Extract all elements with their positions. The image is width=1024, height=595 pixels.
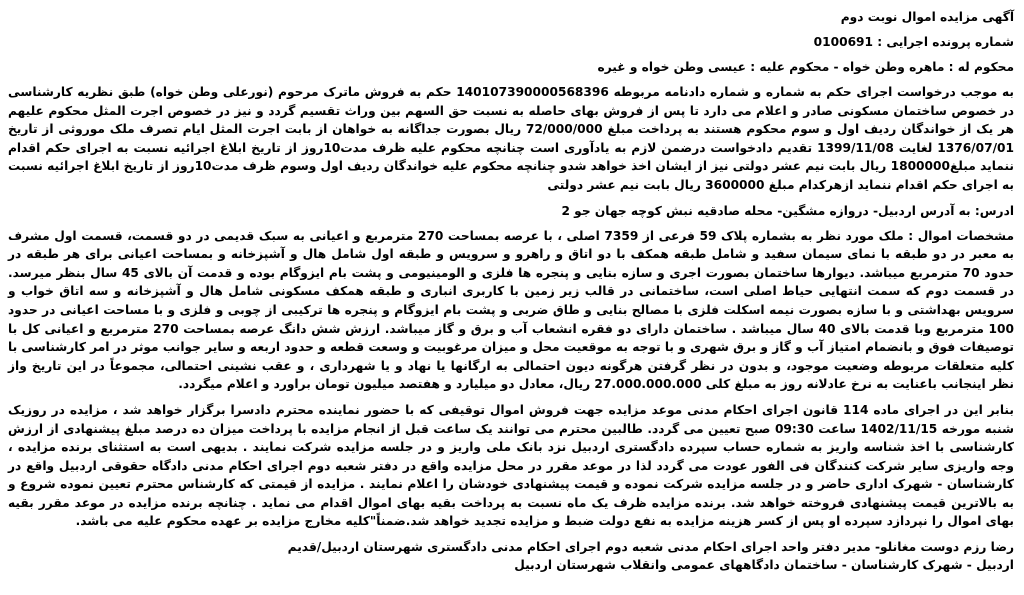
spacer — [8, 531, 1014, 538]
property-specs-paragraph: مشخصات اموال : ملک مورد نظر به بشماره پلاک 59 فرعی از 7359 اصلی ، با عرصه بمساحت 270 مترمربع و اعیانی به سبک قدیمی در دو قسمت، قسمت اول مشرف به معبر در دو طبقه با نمای سیمان سفید و شامل طبقه همکف با دو اتاق و راهرو و سرویس و طبقه اول شامل هال و آشپزخانه و بمساحت اعیانی برای هر طبقه در حدود 70 مترمربع میباشد. دیوارها ساختمان بصورت اجری و سازه بنایی و پنجره ها فلزی و الومینیومی و پشت بام ایزوگام بوده و قدمت آن بالای 45 سال بنظر میرسد. در قسمت دوم که سمت انتهایی حیاط اصلی است، ساختمانی در قالب زیر زمین با کاربری انباری و طبقه همکف مسکونی شامل هال و آشپزخانه و سه اتاق خواب و سرویس بهداشتی و با سازه بصورت نیمه اسکلت فلزی با مصالح بنایی و طاق ضربی و پشت بام ایزوگام و پنجره ها ترکیبی از چوبی و فلزی و با مساحت اعیانی در حدود 100 مترمربع وبا قدمت بالای 40 سال میباشد . ساختمان دارای دو فقره انشعاب آب و برق و گاز میباشد. ارزش شش دانگ عرصه بمساحت 270 مترمربع و اعیانی کل با توصیفات فوق و بانضمام امتیاز آب و گاز و برق شهری و با توجه به موقعیت محل و میزان مرغوبیت و وسعت قطعه و حدود اربعه و سایر جوانب موثر در امر کارشناسی با کلیه متعلقات مربوطه وضعیت موجود، و بدون در نظر گرفتن هرگونه دیون احتمالی به ارگانها یا نهاد و یا شهرداری ، و عقب نشینی احتمالی، مجموعاً در این تاریخ واز نظر اینجانب باعنایت به نرخ عادلانه روز به مبلغ کلی 27.000.000.000 ریال، معادل دو میلیارد و هفتصد میلیون تومان براورد و اعلام میگردد. — [8, 228, 1014, 392]
parties-line: محکوم له : ماهره وطن خواه - محکوم علیه : عیسی وطن خواه و غیره — [597, 60, 1014, 74]
spacer — [8, 195, 1014, 202]
spacer — [8, 220, 1014, 227]
spacer — [8, 394, 1014, 401]
judgment-paragraph: به موجب درخواست اجرای حکم به شماره و شماره دادنامه مربوطه 140107390000568396 حکم به فروش ماترک مرحوم (نورعلی وطن خواه) طبق نظریه کارشناسی در خصوص ساختمان مسکونی صادر و اعلام می دارد تا پس از فروش بهای حاصله به نسبت حق السهم بین وراث تقسیم گردد و نیز در خصوص اجرت المثل محکوم علیهم هر یک از خواندگان ردیف اول و سوم محکوم هستند به پرداخت مبلغ 72/000/000 ریال بصورت جداگانه به خواهان از بابت اجرت المثل ایام تصرف ملک موروثی از تاریخ 1376/07/01 لغایت 1399/11/08 تقدیم دادخواست درضمن لازم به یادآوری است چنانچه محکوم علیه ظرف مدت10روز از تاریخ ابلاغ اجرائیه نسبت به اجرای حکم اقدام ننماید مبلغ1800000 ریال بابت نیم عشر دولتی نیز از ایشان اخذ خواهد شدو چنانچه محکوم علیه خواندگان ردیف اول وسوم ظرف مدت10روز از تاریخ ابلاغ اجرائیه نسبت به اجرای حکم اقدام ننماید ازهرکدام مبلغ 3600000 ریال بابت نیم عشر دولتی — [8, 85, 1015, 192]
spacer — [8, 51, 1014, 58]
auction-terms-paragraph: بنابر این در اجرای ماده 114 قانون اجرای احکام مدنی موعد مزایده جهت فروش اموال توقیفی که با حضور نماینده محترم دادسرا برگزار خواهد شد ، مزایده در روزیک شنبه مورخه 1402/11/15 ساعت 09:30 صبح تعیین می گردد. طالبین محترم می توانند یک ساعت قبل از انجام مزایده با پرداخت میزان ده درصد مبلغ پیشنهادی از ارزش کارشناسی با اخذ شناسه واریز به شماره حساب سپرده دادگستری اردبیل نزد بانک ملی واریز و در جلسه مزایده شرکت نمایند . بدیهی است به استثنای برنده مزایده ، وجه واریزی سایر شرکت کنندگان فی الفور عودت می گردد لذا در موعد مقرر در محل مزایده واقع در دفتر شعبه دوم اجرای احکام مدنی دادگاه حقوقی اردبیل واقع در کارشناسان - شهرک اداری حاضر و در جلسه مزایده شرکت نموده و قیمت پیشنهادی خودشان را اعلام نمایند . مزایده از قیمتی که کارشناس محترم تعیین نموده شروع و به بالاترین قیمت پیشنهادی فروخته خواهد شد. برنده مزایده ظرف یک ماه نسبت به پرداخت بقیه بهای اموال اقدام می نماید . چنانچه برنده مزایده در موعد مقرر بقیه بهای اموال را نپردازد سپرده او پس از کسر هزینه مزایده به نفع دولت ضبط و مزایده تجدید خواهد شد.ضمناً"کلیه مخارج مزایده بر عهده محکوم علیه می باشد. — [8, 402, 1014, 529]
case-number: شماره پرونده اجرایی : 0100691 — [813, 35, 1014, 49]
property-address: ادرس: به آدرس اردبیل- دروازه مشگین- محله صادقیه نبش کوچه جهان جو 2 — [561, 203, 1014, 218]
spacer — [8, 76, 1014, 83]
signature-line: رضا رزم دوست مغانلو- مدیر دفتر واحد اجرای احکام مدنی شعبه دوم اجرای احکام مدنی دادگستری شهرستان اردبیل/قدیم — [287, 540, 1014, 555]
spacer — [8, 26, 1014, 33]
notice-title: آگهی مزایده اموال نوبت دوم — [840, 10, 1014, 24]
court-location: اردبیل - شهرک کارشناسان - ساختمان دادگاههای عمومی وانقلاب شهرستان اردبیل — [514, 558, 1014, 573]
